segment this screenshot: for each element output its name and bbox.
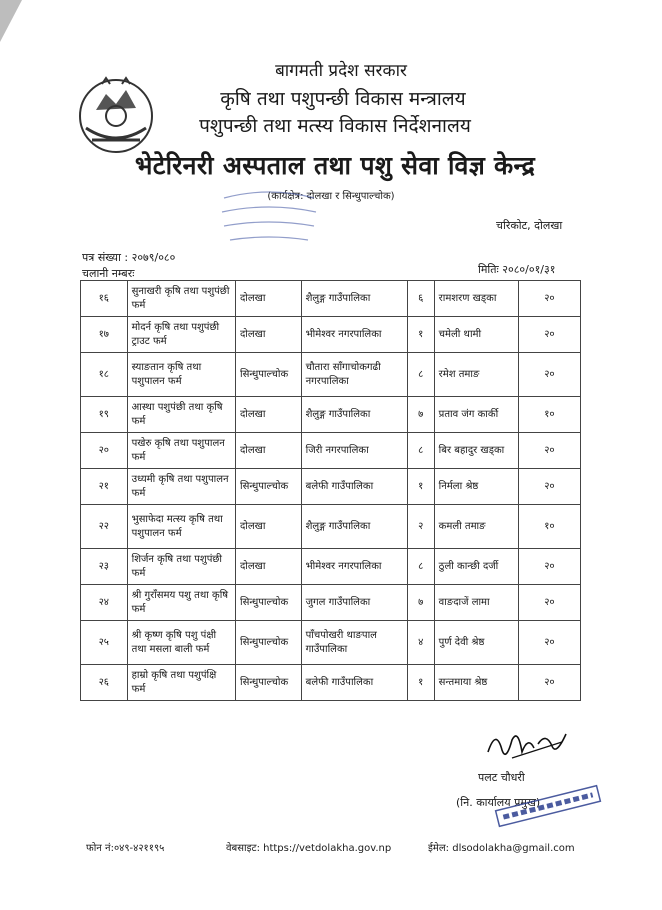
- table-row: [81, 505, 581, 549]
- owner-name: ठुली कान्छी दर्जी: [434, 549, 518, 585]
- jurisdiction-text: (कार्यक्षेत्र: दोलखा र सिन्धुपाल्चोक): [267, 191, 395, 202]
- row-serial-number: १६: [81, 281, 128, 317]
- quantity-value: २०: [518, 433, 580, 469]
- farm-name: श्री कृष्ण कृषि पशु पंक्षी तथा मसला बाली फर्म: [127, 621, 235, 665]
- quantity-value: २०: [518, 665, 580, 701]
- row-serial-number: १८: [81, 353, 128, 397]
- district-name: दोलखा: [235, 433, 301, 469]
- ward-number: १: [407, 317, 434, 353]
- district-name: सिन्धुपाल्चोक: [235, 585, 301, 621]
- owner-name: पुर्ण देवी श्रेष्ठ: [434, 621, 518, 665]
- farm-name: श्री गुराँसमय पशु तथा कृषि फर्म: [127, 585, 235, 621]
- farm-list-table: [80, 280, 581, 701]
- farm-name: आस्था पशुपंछी तथा कृषि फर्म: [127, 397, 235, 433]
- row-serial-number: २१: [81, 469, 128, 505]
- office-location: चरिकोट, दोलखा: [496, 219, 563, 232]
- ward-number: ७: [407, 397, 434, 433]
- table-row: [81, 281, 581, 317]
- municipality-name: शैलुङ्ग गाउँपालिका: [301, 281, 407, 317]
- owner-name: सन्तमाया श्रेष्ठ: [434, 665, 518, 701]
- row-serial-number: १७: [81, 317, 128, 353]
- quantity-value: १०: [518, 505, 580, 549]
- row-serial-number: २५: [81, 621, 128, 665]
- district-name: दोलखा: [235, 549, 301, 585]
- footer-phone: फोन नं:०४९-४२११९५: [86, 843, 165, 854]
- owner-name: प्रताव जंग कार्की: [434, 397, 518, 433]
- quantity-value: २०: [518, 585, 580, 621]
- farm-name: स्याङतान कृषि तथा पशुपालन फर्म: [127, 353, 235, 397]
- officiating-chief-stamp-icon: [492, 776, 604, 836]
- farm-name: पखेरु कृषि तथा पशुपालन फर्म: [127, 433, 235, 469]
- table-row: [81, 621, 581, 665]
- dispatch-number: चलानी नम्बरः: [82, 267, 135, 280]
- government-name: बागमती प्रदेश सरकार: [275, 61, 407, 81]
- municipality-name: जुगल गाउँपालिका: [301, 585, 407, 621]
- district-name: दोलखा: [235, 505, 301, 549]
- letter-date: मितिः २०८०/०१/३१: [478, 263, 556, 276]
- table-row: [81, 549, 581, 585]
- quantity-value: २०: [518, 353, 580, 397]
- ward-number: ४: [407, 621, 434, 665]
- ward-number: ६: [407, 281, 434, 317]
- footer-website[interactable]: वेबसाइट: https://vetdolakha.gov.np: [226, 843, 392, 854]
- quantity-value: २०: [518, 469, 580, 505]
- row-serial-number: १९: [81, 397, 128, 433]
- row-serial-number: २३: [81, 549, 128, 585]
- ward-number: १: [407, 665, 434, 701]
- district-name: सिन्धुपाल्चोक: [235, 353, 301, 397]
- row-serial-number: २६: [81, 665, 128, 701]
- district-name: सिन्धुपाल्चोक: [235, 621, 301, 665]
- table-row: [81, 469, 581, 505]
- row-serial-number: २२: [81, 505, 128, 549]
- owner-name: बिर बहादुर खड्का: [434, 433, 518, 469]
- ward-number: ७: [407, 585, 434, 621]
- ministry-name: कृषि तथा पशुपन्छी विकास मन्त्रालय: [220, 88, 466, 110]
- row-serial-number: २०: [81, 433, 128, 469]
- municipality-name: भीमेश्वर नगरपालिका: [301, 317, 407, 353]
- office-name: भेटेरिनरी अस्पताल तथा पशु सेवा विज्ञ केन्द्र: [134, 151, 536, 180]
- quantity-value: १०: [518, 397, 580, 433]
- municipality-name: बलेफी गाउँपालिका: [301, 469, 407, 505]
- directorate-name: पशुपन्छी तथा मत्स्य विकास निर्देशनालय: [199, 115, 471, 137]
- folded-corner-icon: [0, 0, 24, 44]
- district-name: दोलखा: [235, 397, 301, 433]
- owner-name: वाङदाजें लामा: [434, 585, 518, 621]
- signatory-name: पलट चौधरी: [478, 771, 525, 784]
- table-row: [81, 397, 581, 433]
- owner-name: चमेली थामी: [434, 317, 518, 353]
- ward-number: ८: [407, 433, 434, 469]
- farm-name: उध्यमी कृषि तथा पशुपालन फर्म: [127, 469, 235, 505]
- signatory-title: (नि. कार्यालय प्रमुख): [456, 796, 541, 809]
- handwritten-signature-icon: [482, 722, 572, 766]
- quantity-value: २०: [518, 317, 580, 353]
- ward-number: ८: [407, 353, 434, 397]
- table-row: [81, 353, 581, 397]
- municipality-name: बलेफी गाउँपालिका: [301, 665, 407, 701]
- municipality-name: शैलुङ्ग गाउँपालिका: [301, 397, 407, 433]
- table-row: [81, 317, 581, 353]
- footer-email[interactable]: ईमेल: dlsodolakha@gmail.com: [428, 843, 575, 854]
- district-name: दोलखा: [235, 281, 301, 317]
- district-name: सिन्धुपाल्चोक: [235, 665, 301, 701]
- quantity-value: २०: [518, 281, 580, 317]
- table-row: [81, 665, 581, 701]
- municipality-name: शैलुङ्ग गाउँपालिका: [301, 505, 407, 549]
- ward-number: ८: [407, 549, 434, 585]
- owner-name: निर्मला श्रेष्ठ: [434, 469, 518, 505]
- municipality-name: भीमेश्वर नगरपालिका: [301, 549, 407, 585]
- row-serial-number: २४: [81, 585, 128, 621]
- farm-name: मोदर्न कृषि तथा पशुपंछी ट्राउट फर्म: [127, 317, 235, 353]
- municipality-name: पाँचपोखरी थाङपाल गाउँपालिका: [301, 621, 407, 665]
- municipality-name: जिरी नगरपालिका: [301, 433, 407, 469]
- farm-name: शिर्जन कृषि तथा पशुपंछी फर्म: [127, 549, 235, 585]
- farm-name: भुसाफेदा मत्स्य कृषि तथा पशुपालन फर्म: [127, 505, 235, 549]
- owner-name: कमली तमाङ: [434, 505, 518, 549]
- owner-name: रमेश तमाङ: [434, 353, 518, 397]
- farm-name: सुनाखरी कृषि तथा पशुपंछी फर्म: [127, 281, 235, 317]
- reference-number: पत्र संख्या : २०७९/०८०: [82, 251, 176, 264]
- ward-number: २: [407, 505, 434, 549]
- quantity-value: २०: [518, 549, 580, 585]
- table-row: [81, 585, 581, 621]
- farm-name: हाम्रो कृषि तथा पशुपंक्षि फर्म: [127, 665, 235, 701]
- district-name: दोलखा: [235, 317, 301, 353]
- district-name: सिन्धुपाल्चोक: [235, 469, 301, 505]
- ward-number: १: [407, 469, 434, 505]
- office-stamp-icon: [214, 178, 324, 256]
- table-row: [81, 433, 581, 469]
- quantity-value: २०: [518, 621, 580, 665]
- municipality-name: चौतारा साँगाचोकगढी नगरपालिका: [301, 353, 407, 397]
- owner-name: रामशरण खड्का: [434, 281, 518, 317]
